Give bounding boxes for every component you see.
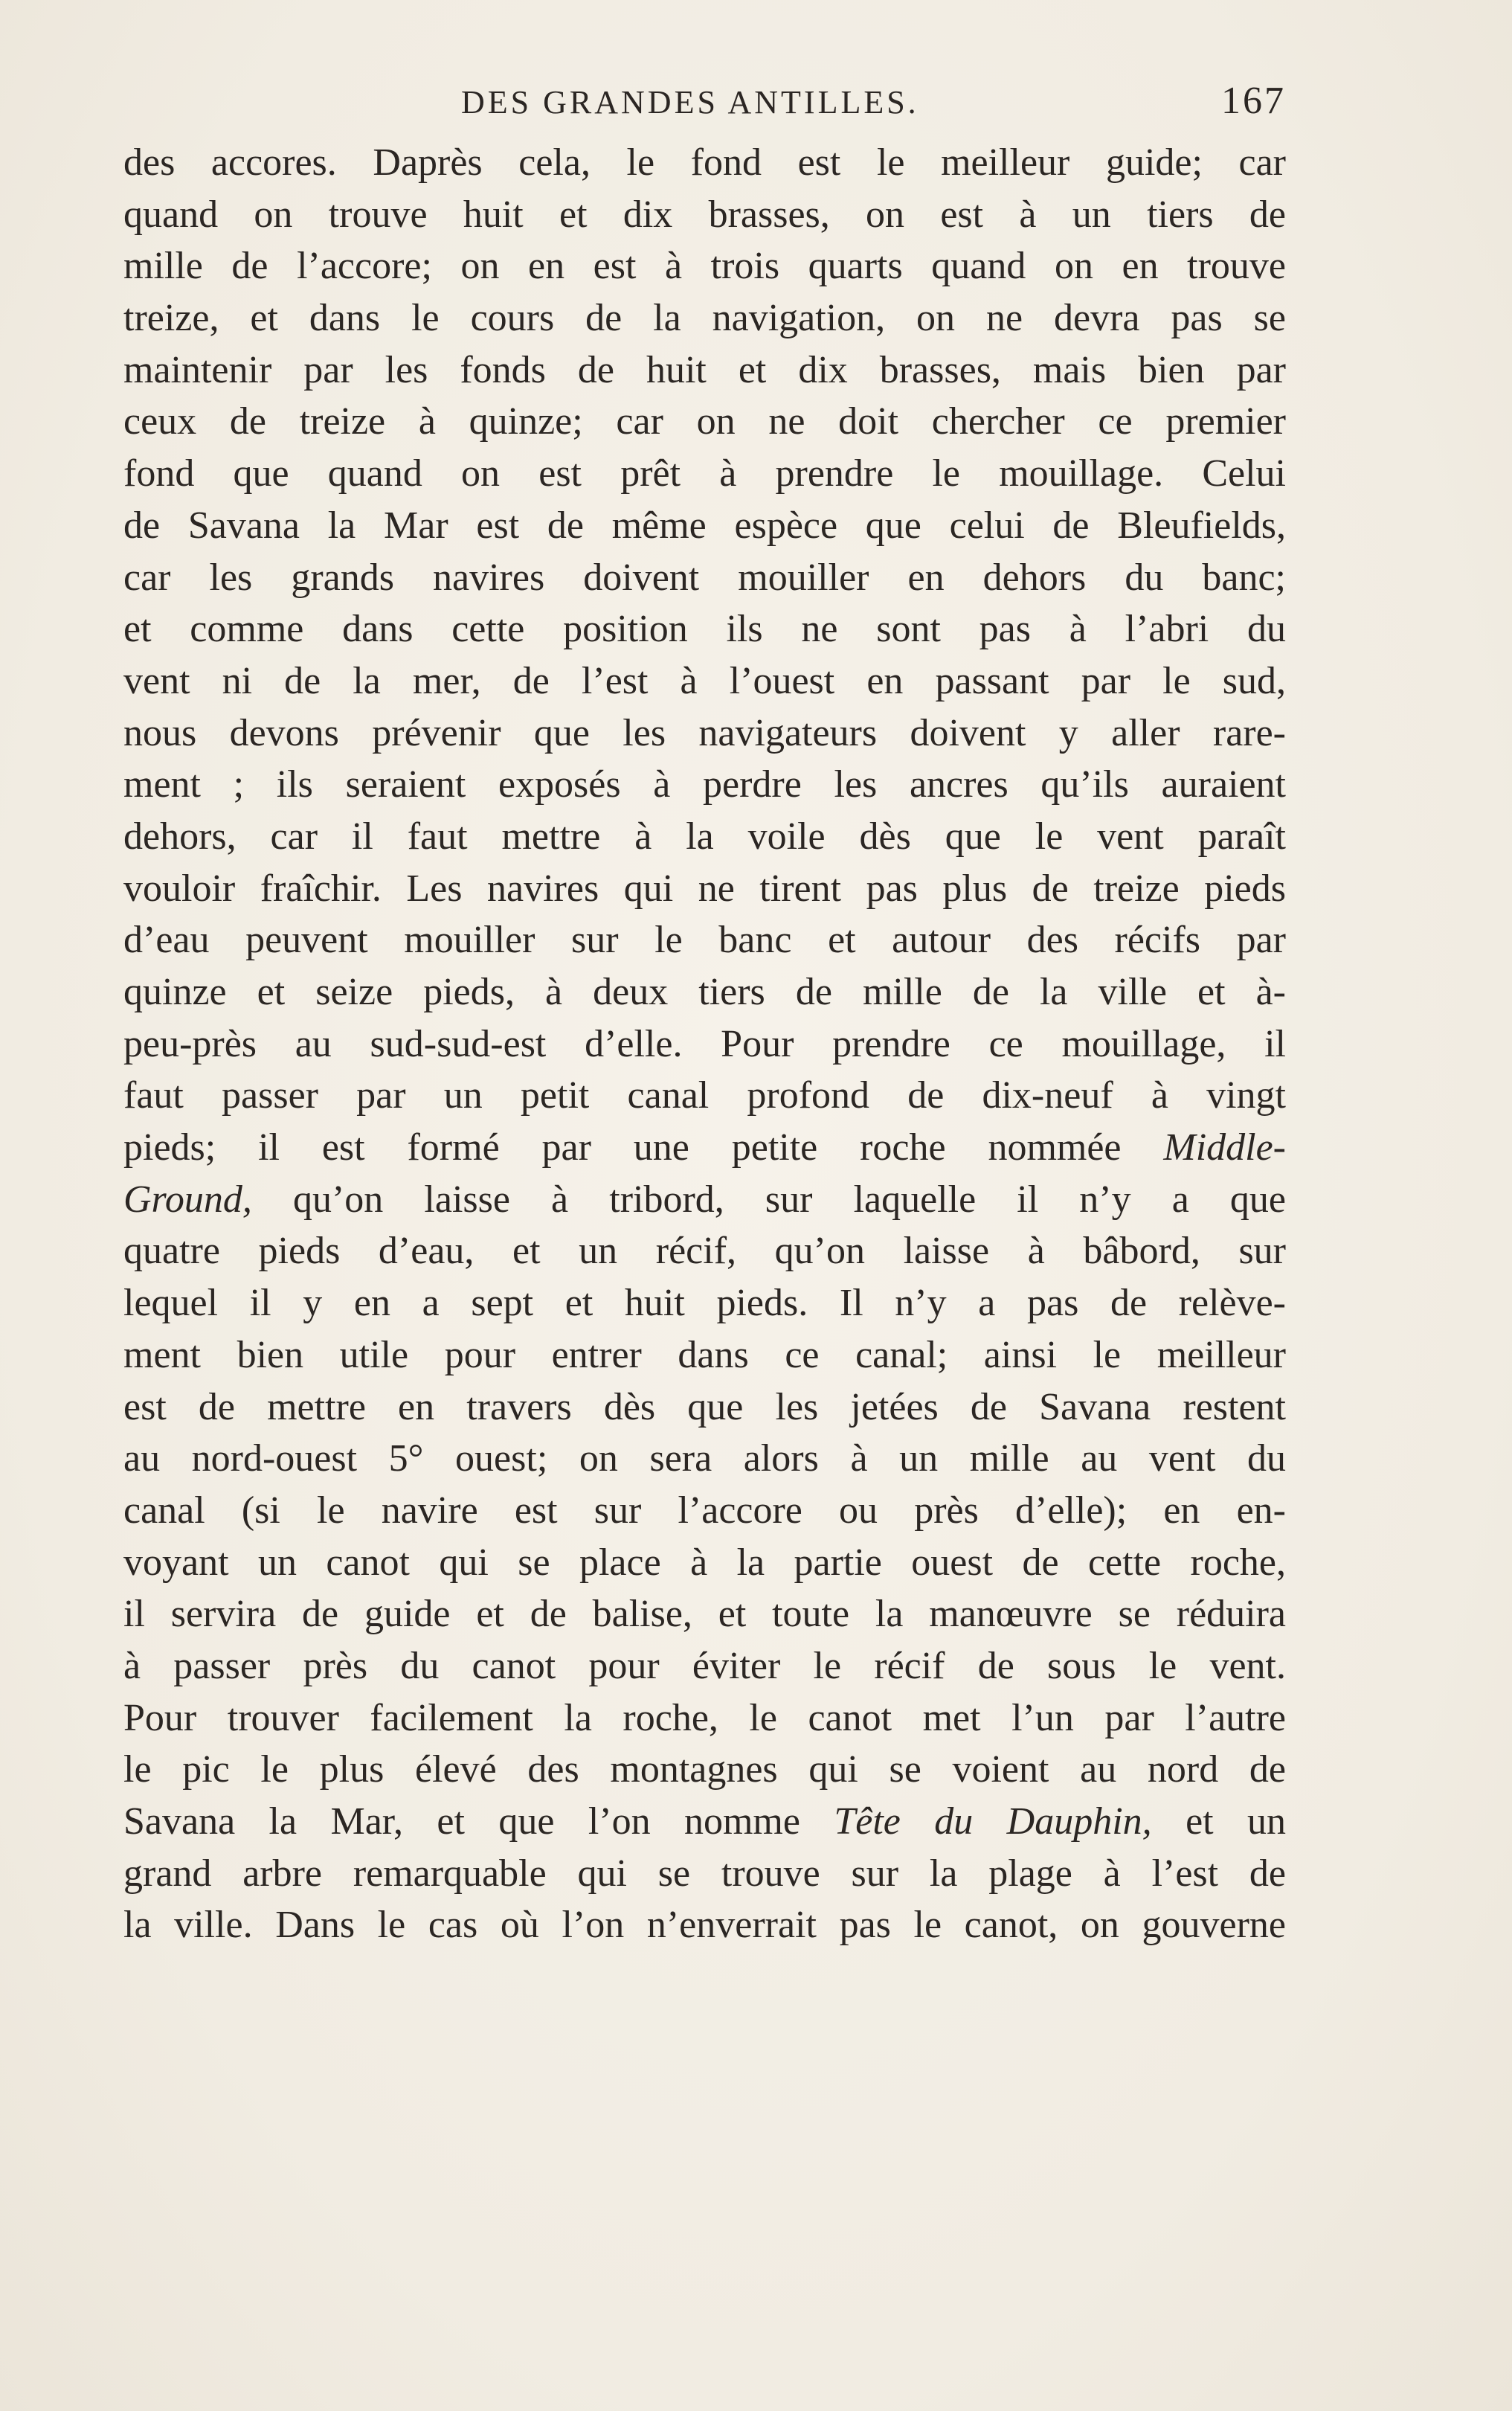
text-line <box>123 1796 1286 1848</box>
text-line <box>123 1640 1286 1692</box>
text-segment: de Savana la Mar est de même espèce que celui de Bleufields, <box>123 504 1286 547</box>
page-number: 167 <box>1221 80 1286 122</box>
text-line <box>123 1329 1286 1381</box>
text-line <box>123 655 1286 707</box>
text-line <box>123 1744 1286 1796</box>
text-line <box>123 603 1286 655</box>
text-segment: faut passer par un petit canal profond de dix-neuf à vingt <box>123 1074 1286 1117</box>
text-line <box>123 500 1286 552</box>
text-segment: dehors, car il faut mettre à la voile dès que le vent paraît <box>123 815 1286 858</box>
text-segment: ment ; ils seraient exposés à perdre les ancres qu’ils auraient <box>123 763 1286 806</box>
text-line <box>123 240 1286 292</box>
text-line <box>123 1848 1286 1900</box>
text-line <box>123 1122 1286 1174</box>
text-segment: ment bien utile pour entrer dans ce canal; ainsi le meilleur <box>123 1333 1286 1376</box>
text-segment: ceux de treize à quinze; car on ne doit chercher ce premier <box>123 400 1286 443</box>
text-line <box>123 1692 1286 1744</box>
text-line <box>123 396 1286 448</box>
text-line <box>123 1381 1286 1434</box>
italic-text: Middle- <box>1163 1126 1286 1169</box>
text-line <box>123 344 1286 397</box>
text-segment: mille de l’accore; on en est à trois quarts quand on en trouve <box>123 245 1286 288</box>
text-line <box>123 914 1286 966</box>
text-line <box>123 1433 1286 1485</box>
running-title: DES GRANDES ANTILLES. <box>461 84 919 121</box>
text-segment: lequel il y en a sept et huit pieds. Il n’y a pas de relève- <box>123 1282 1286 1325</box>
text-segment: la ville. Dans le cas où l’on n’enverrait pas le canot, on gouverne <box>123 1904 1286 1947</box>
text-segment: et un <box>1151 1800 1287 1843</box>
text-segment: d’eau peuvent mouiller sur le banc et autour des récifs par <box>123 919 1286 962</box>
text-segment: quatre pieds d’eau, et un récif, qu’on laisse à bâbord, sur <box>123 1230 1286 1273</box>
text-line <box>123 552 1286 604</box>
page-header <box>123 80 1286 128</box>
text-line <box>123 1277 1286 1329</box>
italic-text: Tête du Dauphin, <box>834 1800 1152 1843</box>
text-segment: peu-près au sud-sud-est d’elle. Pour prendre ce mouillage, il <box>123 1022 1286 1065</box>
text-line <box>123 1537 1286 1589</box>
text-segment: quinze et seize pieds, à deux tiers de mille de la ville et à- <box>123 971 1286 1013</box>
text-segment: il servira de guide et de balise, et toute la manœuvre se réduira <box>123 1593 1286 1636</box>
text-line <box>123 1588 1286 1640</box>
text-segment: quand on trouve huit et dix brasses, on est à un tiers de <box>123 193 1286 236</box>
text-line <box>123 759 1286 811</box>
text-line <box>123 1225 1286 1277</box>
text-segment: car les grands navires doivent mouiller en dehors du banc; <box>123 556 1286 599</box>
text-segment: Savana la Mar, et que l’on nomme <box>123 1800 834 1843</box>
text-line <box>123 137 1286 189</box>
text-segment: treize, et dans le cours de la navigation, on ne devra pas se <box>123 297 1286 340</box>
text-segment: maintenir par les fonds de huit et dix brasses, mais bien par <box>123 348 1286 391</box>
text-line <box>123 811 1286 863</box>
text-line <box>123 1174 1286 1226</box>
text-segment: des accores. Daprès cela, le fond est le meilleur guide; car <box>123 141 1286 184</box>
text-segment: canal (si le navire est sur l’accore ou près d’elle); en en- <box>123 1489 1286 1532</box>
text-segment: nous devons prévenir que les navigateurs doivent y aller rare- <box>123 711 1286 754</box>
text-segment: voyant un canot qui se place à la partie ouest de cette roche, <box>123 1541 1286 1584</box>
text-line <box>123 707 1286 760</box>
text-segment: vouloir fraîchir. Les navires qui ne tirent pas plus de treize pieds <box>123 867 1286 910</box>
text-line <box>123 292 1286 344</box>
text-segment: Pour trouver facilement la roche, le canot met l’un par l’autre <box>123 1696 1286 1739</box>
text-line <box>123 1070 1286 1122</box>
text-segment: pieds; il est formé par une petite roche nommée <box>123 1126 1164 1169</box>
body-text <box>123 137 1286 1951</box>
text-segment: fond que quand on est prêt à prendre le mouillage. Celui <box>123 452 1286 495</box>
text-segment: au nord-ouest 5° ouest; on sera alors à un mille au vent du <box>123 1437 1286 1480</box>
text-segment: vent ni de la mer, de l’est à l’ouest en passant par le sud, <box>123 659 1286 702</box>
text-line <box>123 189 1286 241</box>
text-segment: qu’on laisse à tribord, sur laquelle il n’y a que <box>251 1178 1286 1221</box>
text-segment: le pic le plus élevé des montagnes qui se voient au nord de <box>123 1748 1286 1791</box>
text-line <box>123 1018 1286 1070</box>
text-segment: est de mettre en travers dès que les jetées de Savana restent <box>123 1385 1286 1428</box>
italic-text: Ground, <box>123 1178 252 1221</box>
text-line <box>123 448 1286 500</box>
text-segment: à passer près du canot pour éviter le récif de sous le vent. <box>123 1644 1286 1687</box>
text-segment: grand arbre remarquable qui se trouve sur la plage à l’est de <box>123 1852 1286 1895</box>
text-segment: et comme dans cette position ils ne sont pas à l’abri du <box>123 608 1286 651</box>
text-line <box>123 1485 1286 1537</box>
text-line <box>123 863 1286 915</box>
text-line <box>123 966 1286 1018</box>
text-line <box>123 1899 1286 1951</box>
